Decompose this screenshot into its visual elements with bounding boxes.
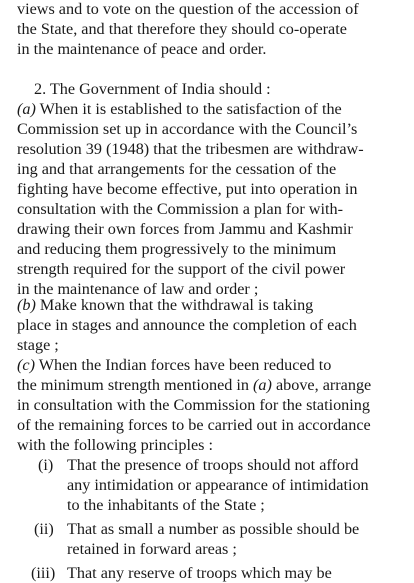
text-line: in consultation with the Commission for the stationing xyxy=(17,396,370,414)
text-line: resolution 39 (1948) that the tribesmen are withdraw- xyxy=(17,140,364,158)
list-item-number: (ii) xyxy=(34,520,54,538)
text-line xyxy=(17,295,313,315)
list-item-number: (i) xyxy=(38,456,54,474)
para-marker: (c) xyxy=(17,356,35,374)
text-line xyxy=(17,99,342,119)
text-line: That as small a number as possible should be xyxy=(67,520,360,538)
text-line xyxy=(17,375,371,395)
text-line: drawing their own forces from Jammu and Kashmir xyxy=(17,220,353,238)
text-line: fighting have become effective, put into operation in xyxy=(17,180,358,198)
text-line: and reducing them progressively to the minimum xyxy=(17,240,337,258)
text-line: stage ; xyxy=(17,336,59,354)
text-line: to the inhabitants of the State ; xyxy=(67,496,265,514)
text-line: That the presence of troops should not afford xyxy=(67,456,359,474)
text-line: of the remaining forces to be carried out in accordance xyxy=(17,416,371,434)
text-line: in the maintenance of peace and order. xyxy=(17,40,267,58)
text-line: consultation with the Commission a plan for with- xyxy=(17,200,343,218)
text-line: ing and that arrangements for the cessation of the xyxy=(17,160,337,178)
cross-reference: (a) xyxy=(253,376,272,394)
list-item-number: (iii) xyxy=(31,564,56,582)
para-marker: (a) xyxy=(17,100,36,118)
text-line: Commission set up in accordance with the Council’s xyxy=(17,120,358,138)
text-span: When the Indian forces have been reduced to xyxy=(34,356,332,374)
text-line: views and to vote on the question of the accession of xyxy=(17,0,359,18)
text-line: with the following principles : xyxy=(17,436,214,454)
para-marker: (b) xyxy=(17,296,36,314)
text-line: in the maintenance of law and order ; xyxy=(17,280,259,298)
text-line: the State, and that therefore they should co-operate xyxy=(17,20,347,38)
text-line: retained in forward areas ; xyxy=(67,540,237,558)
text-span: above, arrange xyxy=(271,376,372,394)
text-span: Make known that the withdrawal is taking xyxy=(35,296,314,314)
text-span: the minimum strength mentioned in xyxy=(17,376,254,394)
text-line xyxy=(17,355,331,375)
text-line: strength required for the support of the civil power xyxy=(17,260,346,278)
section-heading: 2. The Government of India should : xyxy=(34,80,271,98)
text-line: That any reserve of troops which may be xyxy=(67,564,332,582)
text-span: When it is established to the satisfaction of the xyxy=(35,100,342,118)
text-line: any intimidation or appearance of intimidation xyxy=(67,476,369,494)
text-line: place in stages and announce the completion of each xyxy=(17,316,357,334)
